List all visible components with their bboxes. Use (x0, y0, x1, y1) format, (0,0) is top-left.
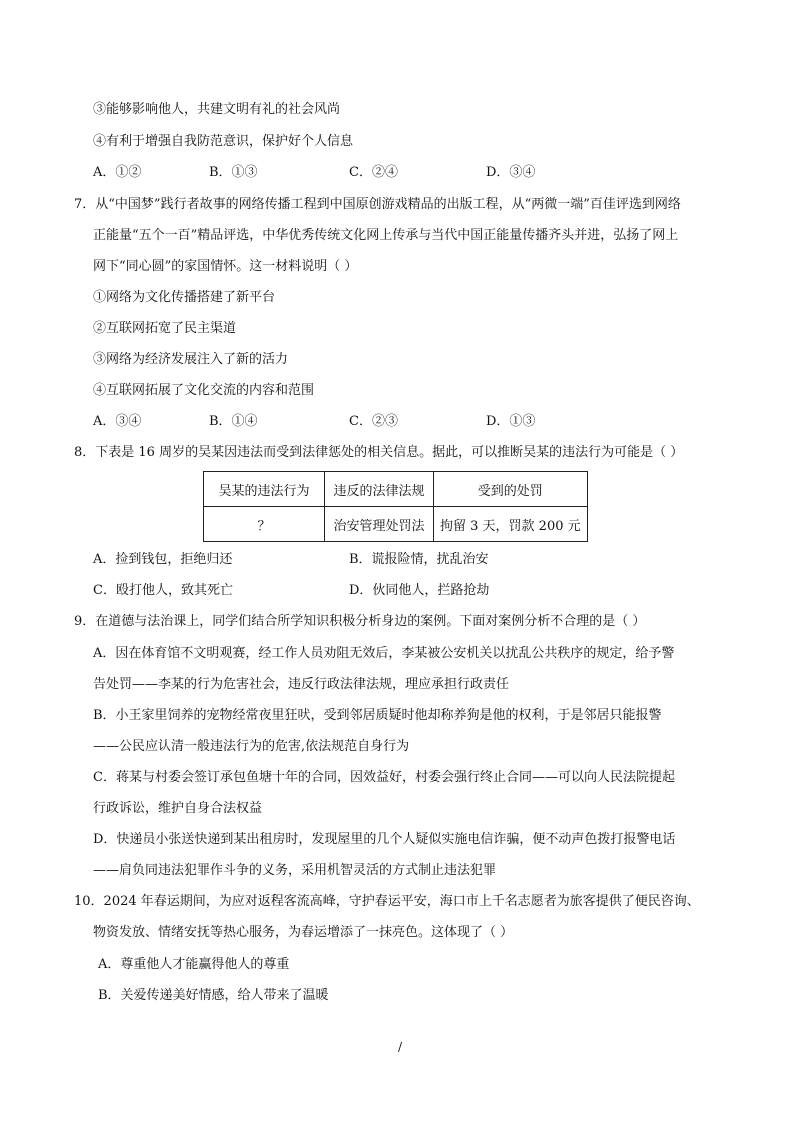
q10-stem-line-2: 物资发放、情绪安抚等热心服务，为春运增添了一抹亮色。这体现了（ ） (93, 925, 514, 940)
q9-option-a-line-2: 告处罚——李某的行为危害社会，违反行政法律法规，理应承担行政责任 (93, 677, 510, 692)
q7-statement-4: ④互联网拓展了文化交流的内容和范围 (93, 383, 315, 398)
q6-option-d: D．③④ (486, 165, 536, 180)
q7-stem-line-1: 7．从“中国梦”践行者故事的网络传播工程到中国原创游戏精品的出版工程，从“两微一端”百佳评选到网络 (74, 197, 681, 212)
table-header-cell: 受到的处罚 (434, 472, 588, 507)
q6-option-b: B．①③ (209, 165, 258, 180)
q9-option-d-line-2: ——肩负同违法犯罪作斗争的义务，采用机智灵活的方式制止违法犯罪 (93, 863, 497, 878)
q7-option-b: B．①④ (209, 414, 258, 429)
q8-info-table (203, 471, 588, 542)
table-cell: 治安管理处罚法 (325, 507, 434, 542)
q7-statement-1: ①网络为文化传播搭建了新平台 (93, 290, 276, 305)
table-header-cell: 吴某的违法行为 (204, 472, 325, 507)
q9-option-a-line-1: A．因在体育馆不文明观赛，经工作人员劝阻无效后，李某被公安机关以扰乱公共秩序的规定，给予警 (93, 646, 675, 661)
page-number: / (398, 1040, 403, 1054)
q7-statement-2: ②互联网拓宽了民主渠道 (93, 321, 237, 336)
q10-option-a: A．尊重他人才能赢得他人的尊重 (98, 957, 290, 972)
table-cell: 拘留 3 天，罚款 200 元 (434, 507, 588, 542)
q7-option-c: C．②③ (349, 414, 398, 429)
table-cell: ？ (204, 507, 325, 542)
q10-option-b: B．关爱传递美好情感，给人带来了温暖 (98, 988, 329, 1003)
q7-stem-line-2: 正能量“五个一百”精品评选，中华优秀传统文化网上传承与当代中国正能量传播齐头并进，弘扬了网上 (93, 228, 679, 243)
q6-option-c: C．②④ (349, 165, 398, 180)
q7-option-d: D．①③ (486, 414, 536, 429)
q8-option-a: A．捡到钱包，拒绝归还 (93, 552, 233, 567)
q7-statement-3: ③网络为经济发展注入了新的活力 (93, 352, 289, 367)
q8-option-b: B．谎报险情，扰乱治安 (349, 552, 489, 567)
q6-statement-3: ③能够影响他人，共建文明有礼的社会风尚 (93, 102, 341, 117)
q9-option-b-line-2: ——公民应认清一般违法行为的危害,依法规范自身行为 (93, 739, 410, 754)
q7-option-a: A．③④ (93, 414, 142, 429)
q9-option-b-line-1: B．小王家里饲养的宠物经常夜里狂吠，受到邻居质疑时他却称养狗是他的权利，于是邻居只能报警 (93, 708, 662, 723)
table-row (204, 507, 588, 542)
q6-option-a: A．①② (93, 165, 142, 180)
q8-stem: 8．下表是 16 周岁的吴某因违法而受到法律惩处的相关信息。据此，可以推断吴某的违法行为可能是（ ） (74, 445, 684, 460)
table-header-cell: 违反的法律法规 (325, 472, 434, 507)
q9-stem: 9．在道德与法治课上，同学们结合所学知识积极分析身边的案例。下面对案例分析不合理的是（ ） (74, 614, 646, 629)
q7-stem-line-3: 网下“同心圆”的家国情怀。这一材料说明（ ） (93, 259, 358, 274)
q9-option-c-line-1: C．蒋某与村委会签订承包鱼塘十年的合同，因效益好，村委会强行终止合同——可以向人民法院提起 (93, 770, 675, 785)
q10-stem-line-1: 10．2024 年春运期间，为应对返程客流高峰，守护春运平安，海口市上千名志愿者为旅客提供了便民咨询、 (74, 894, 700, 909)
table-header-row (204, 472, 588, 507)
q9-option-c-line-2: 行政诉讼，维护自身合法权益 (93, 801, 263, 816)
q6-statement-4: ④有利于增强自我防范意识，保护好个人信息 (93, 134, 354, 149)
q8-option-d: D．伙同他人，拦路抢劫 (349, 583, 490, 598)
q9-option-d-line-1: D．快递员小张送快递到某出租房时，发现屋里的几个人疑似实施电信诈骗，便不动声色拨打报警电话 (93, 832, 676, 847)
q8-option-c: C．殴打他人，致其死亡 (93, 583, 233, 598)
